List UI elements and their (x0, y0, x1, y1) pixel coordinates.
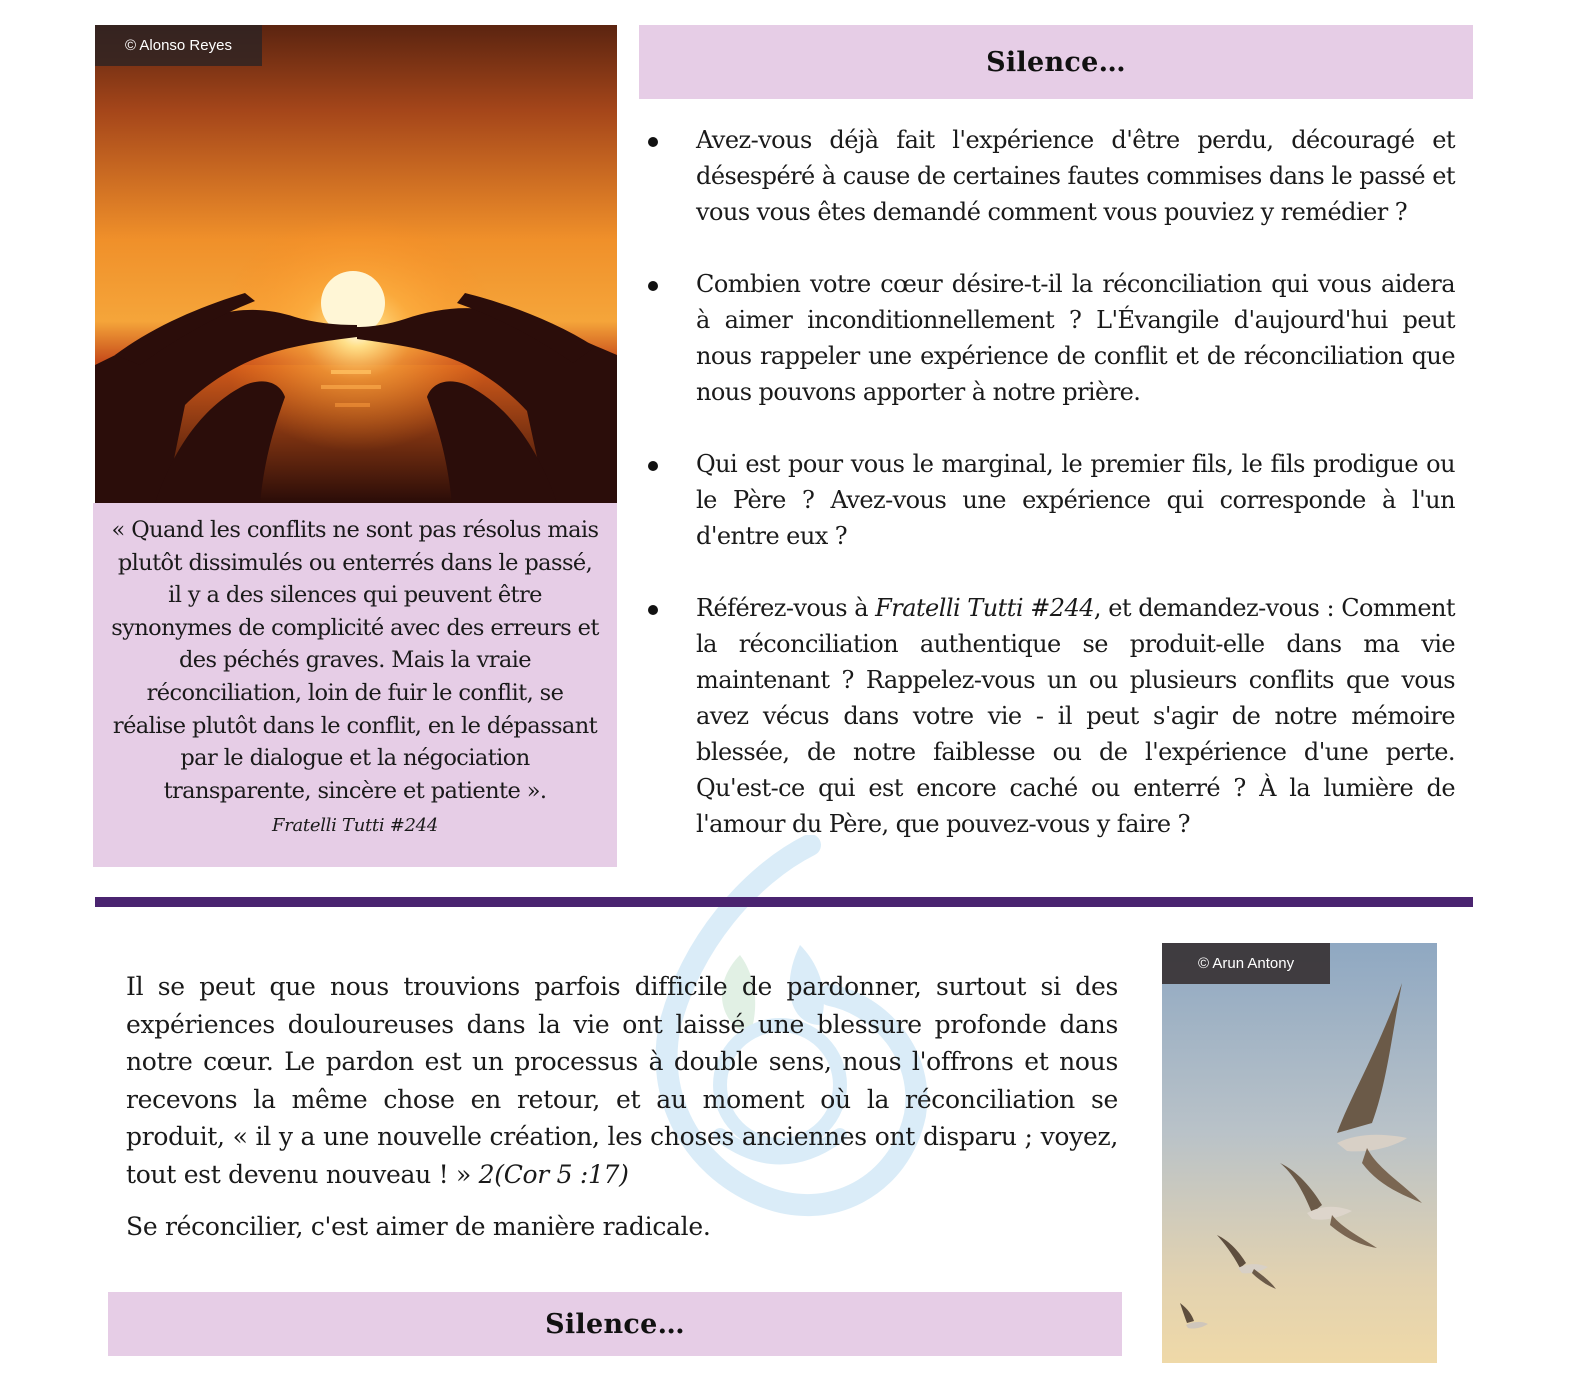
quote-box (93, 503, 617, 867)
question-text-suffix: , et demandez-vous : Comment la réconciliation authentique se produit-elle dans ma vie maintenant ? Rappelez-vous un ou plusieurs conflits que vous avez vécus dans votre vie - il peut s'agir de notre mémoire blessée, de notre faiblesse ou de l'expérience d'une perte. Qu'est-ce qui est encore caché ou enterré ? À la lumière de l'amour du Père, que pouvez-vous y faire ? (696, 594, 1455, 838)
reflection-questions (645, 122, 1455, 878)
question-text: Combien votre cœur désire-t-il la réconciliation qui vous aidera à aimer inconditionnellement ? L'Évangile d'aujourd'hui peut nous rappeler une expérience de conflit et de réconciliation que nous pouvons apporter à notre prière. (696, 270, 1455, 406)
quote-source: Fratelli Tutti #244 (272, 815, 438, 837)
scripture-reference: 2(Cor 5 :17) (478, 1159, 629, 1189)
body-paragraph (126, 968, 1118, 1194)
question-item (645, 590, 1455, 842)
question-item (645, 266, 1455, 410)
section-divider (95, 897, 1473, 907)
silence-heading-bottom: Silence… (108, 1292, 1122, 1356)
body-text: Il se peut que nous trouvions parfois difficile de pardonner, surtout si des expériences douloureuses dans la vie ont laissé une blessure profonde dans notre cœur. Le pardon est un processus à double sens, nous l'offrons et nous recevons la même chose en retour, et au moment où la réconciliation se produit, « il y a une nouvelle création, les choses anciennes ont disparu ; voyez, tout est devenu nouveau ! » (126, 972, 1118, 1189)
sunset-hands-illustration (95, 25, 617, 503)
seagulls-illustration (1162, 943, 1437, 1363)
bullet-icon (648, 605, 658, 615)
question-text: Qui est pour vous le marginal, le premier fils, le fils prodigue ou le Père ? Avez-vous une expérience qui corresponde à l'un d'entre eux ? (696, 450, 1455, 550)
question-text-prefix: Référez-vous à (696, 594, 876, 622)
photo-credit: © Alonso Reyes (95, 25, 262, 66)
quote-text: « Quand les conflits ne sont pas résolus mais plutôt dissimulés ou enterrés dans le passé, il y a des silences qui peuvent être synonymes de complicité avec des erreurs et des péchés graves. Mais la vraie réconciliation, loin de fuir le conflit, se réalise plutôt dans le conflit, en le dépassant par le dialogue et la négociation transparente, sincère et patiente ». (111, 517, 599, 804)
sunset-hands-photo (95, 25, 617, 503)
question-text: Avez-vous déjà fait l'expérience d'être perdu, découragé et désespéré à cause de certaines fautes commises dans le passé et vous vous êtes demandé comment vous pouviez y remédier ? (696, 126, 1455, 226)
bullet-icon (648, 137, 658, 147)
question-item (645, 446, 1455, 554)
question-item (645, 122, 1455, 230)
silence-heading: Silence… (639, 25, 1473, 99)
bullet-icon (648, 281, 658, 291)
seagulls-photo (1162, 943, 1437, 1363)
question-reference: Fratelli Tutti #244 (875, 594, 1094, 622)
photo-credit: © Arun Antony (1162, 943, 1330, 984)
bullet-icon (648, 461, 658, 471)
closing-line: Se réconcilier, c'est aimer de manière radicale. (126, 1212, 711, 1241)
